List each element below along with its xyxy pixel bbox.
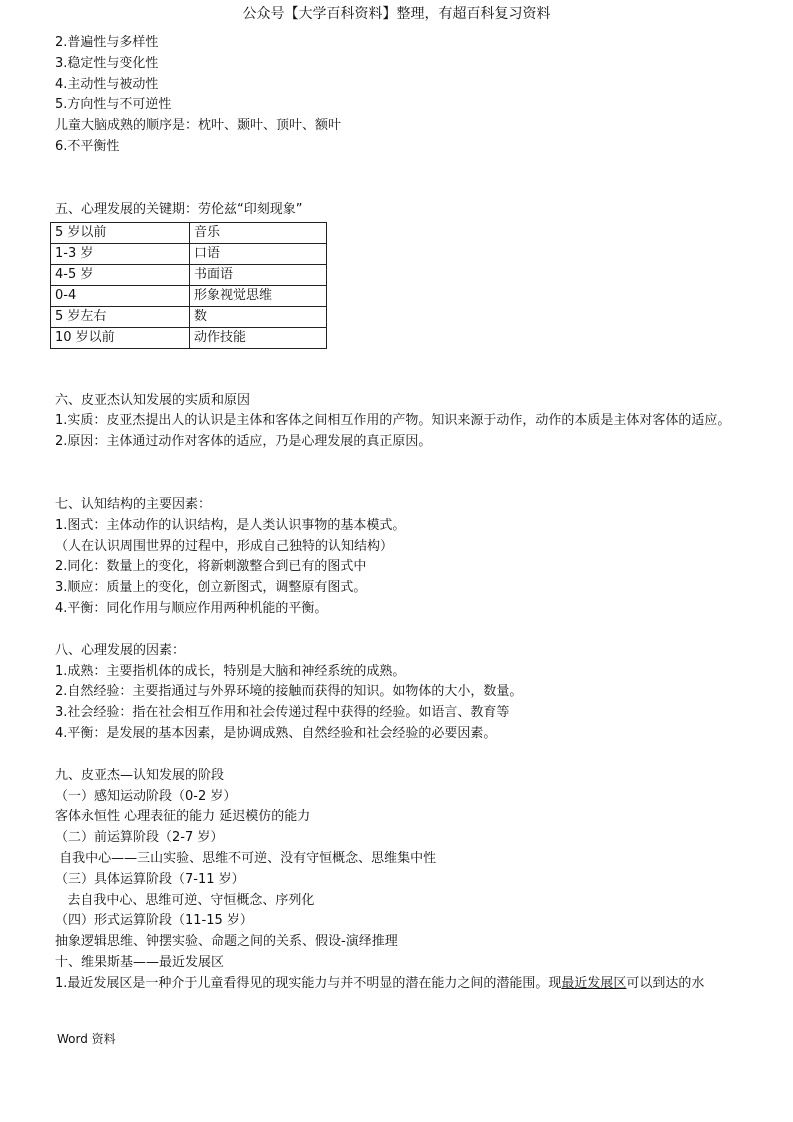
table-row: [51, 327, 327, 348]
section-title: 十、维果斯基——最近发展区: [55, 954, 225, 970]
table-row: [51, 264, 327, 285]
table-cell: 1-3 岁: [51, 243, 190, 264]
list-item: （一）感知运动阶段（0-2 岁）: [55, 788, 237, 804]
paragraph-text: 1.最近发展区是一种介于儿童看得见的现实能力与并不明显的潜在能力之间的潜能围。现: [55, 975, 562, 991]
list-item: 2.自然经验：主要指通过与外界环境的接触而获得的知识。如物体的大小，数量。: [55, 684, 523, 700]
paragraph-text: 可以到达的水: [626, 975, 705, 991]
table-cell: 数: [190, 306, 327, 327]
list-item: （人在认识周围世界的过程中，形成自己独特的认知结构）: [55, 538, 394, 554]
section-title: 六、皮亚杰认知发展的实质和原因: [55, 392, 251, 408]
list-item: 自我中心——三山实验、思维不可逆、没有守恒概念、思维集中性: [55, 850, 437, 866]
table-row: [51, 243, 327, 264]
list-item: 1.成熟：主要指机体的成长，特别是大脑和神经系统的成熟。: [55, 663, 406, 679]
table-cell: 动作技能: [190, 327, 327, 348]
table-row: [51, 222, 327, 243]
paragraph: 1.实质：皮亚杰提出人的认识是主体和客体之间相互作用的产物。知识来源于动作，动作的本质是主体对客体的适应。: [55, 413, 731, 429]
document-body: [55, 33, 760, 995]
list-item: 4.平衡：是发展的基本因素，是协调成熟、自然经验和社会经验的必要因素。: [55, 725, 497, 741]
critical-period-table: [50, 222, 327, 349]
table-cell: 音乐: [190, 222, 327, 243]
table-cell: 5 岁以前: [51, 222, 190, 243]
table-cell: 形象视觉思维: [190, 285, 327, 306]
list-item: 3.稳定性与变化性: [55, 55, 159, 71]
section-title: 九、皮亚杰—认知发展的阶段: [55, 767, 225, 783]
table-cell: 口语: [190, 243, 327, 264]
section-title: 八、心理发展的因素：: [55, 642, 186, 658]
table-cell: 5 岁左右: [51, 306, 190, 327]
page-footer: Word 资料: [57, 1032, 116, 1046]
list-item: 客体永恒性 心理表征的能力 延迟模仿的能力: [55, 809, 311, 825]
table-cell: 书面语: [190, 264, 327, 285]
section-title: 七、认知结构的主要因素：: [55, 496, 212, 512]
list-item: 3.顺应：质量上的变化，创立新图式，调整原有图式。: [55, 580, 367, 596]
table-row: [51, 306, 327, 327]
paragraph: [55, 974, 760, 995]
list-item: 1.图式：主体动作的认识结构，是人类认识事物的基本模式。: [55, 517, 406, 533]
table-cell: 4-5 岁: [51, 264, 190, 285]
list-item: 2.同化：数量上的变化，将新刺激整合到已有的图式中: [55, 559, 367, 575]
list-item: 3.社会经验：指在社会相互作用和社会传递过程中获得的经验。如语言、教育等: [55, 705, 510, 721]
page-header: 公众号【大学百科资料】整理，有超百科复习资料: [242, 6, 551, 22]
list-item: （三）具体运算阶段（7-11 岁）: [55, 871, 245, 887]
table-row: [51, 285, 327, 306]
list-item: 4.平衡：同化作用与顺应作用两种机能的平衡。: [55, 600, 328, 616]
list-item: （二）前运算阶段（2-7 岁）: [55, 830, 224, 846]
list-item: 5.方向性与不可逆性: [55, 97, 172, 113]
list-item: 去自我中心、思维可逆、守恒概念、序列化: [55, 892, 315, 908]
paragraph: 2.原因：主体通过动作对客体的适应，乃是心理发展的真正原因。: [55, 434, 432, 450]
list-item: 6.不平衡性: [55, 138, 120, 154]
underlined-term: 最近发展区: [561, 975, 627, 991]
list-item: （四）形式运算阶段（11-15 岁）: [55, 913, 253, 929]
section-title: 五、心理发展的关键期：劳伦兹“印刻现象”: [55, 201, 303, 217]
table-cell: 10 岁以前: [51, 327, 190, 348]
table-cell: 0-4: [51, 285, 190, 306]
list-item: 抽象逻辑思维、钟摆实验、命题之间的关系、假设-演绎推理: [55, 934, 398, 950]
list-item: 4.主动性与被动性: [55, 76, 159, 92]
list-item: 儿童大脑成熟的顺序是：枕叶、颞叶、顶叶、额叶: [55, 118, 342, 134]
list-item: 2.普遍性与多样性: [55, 35, 159, 50]
